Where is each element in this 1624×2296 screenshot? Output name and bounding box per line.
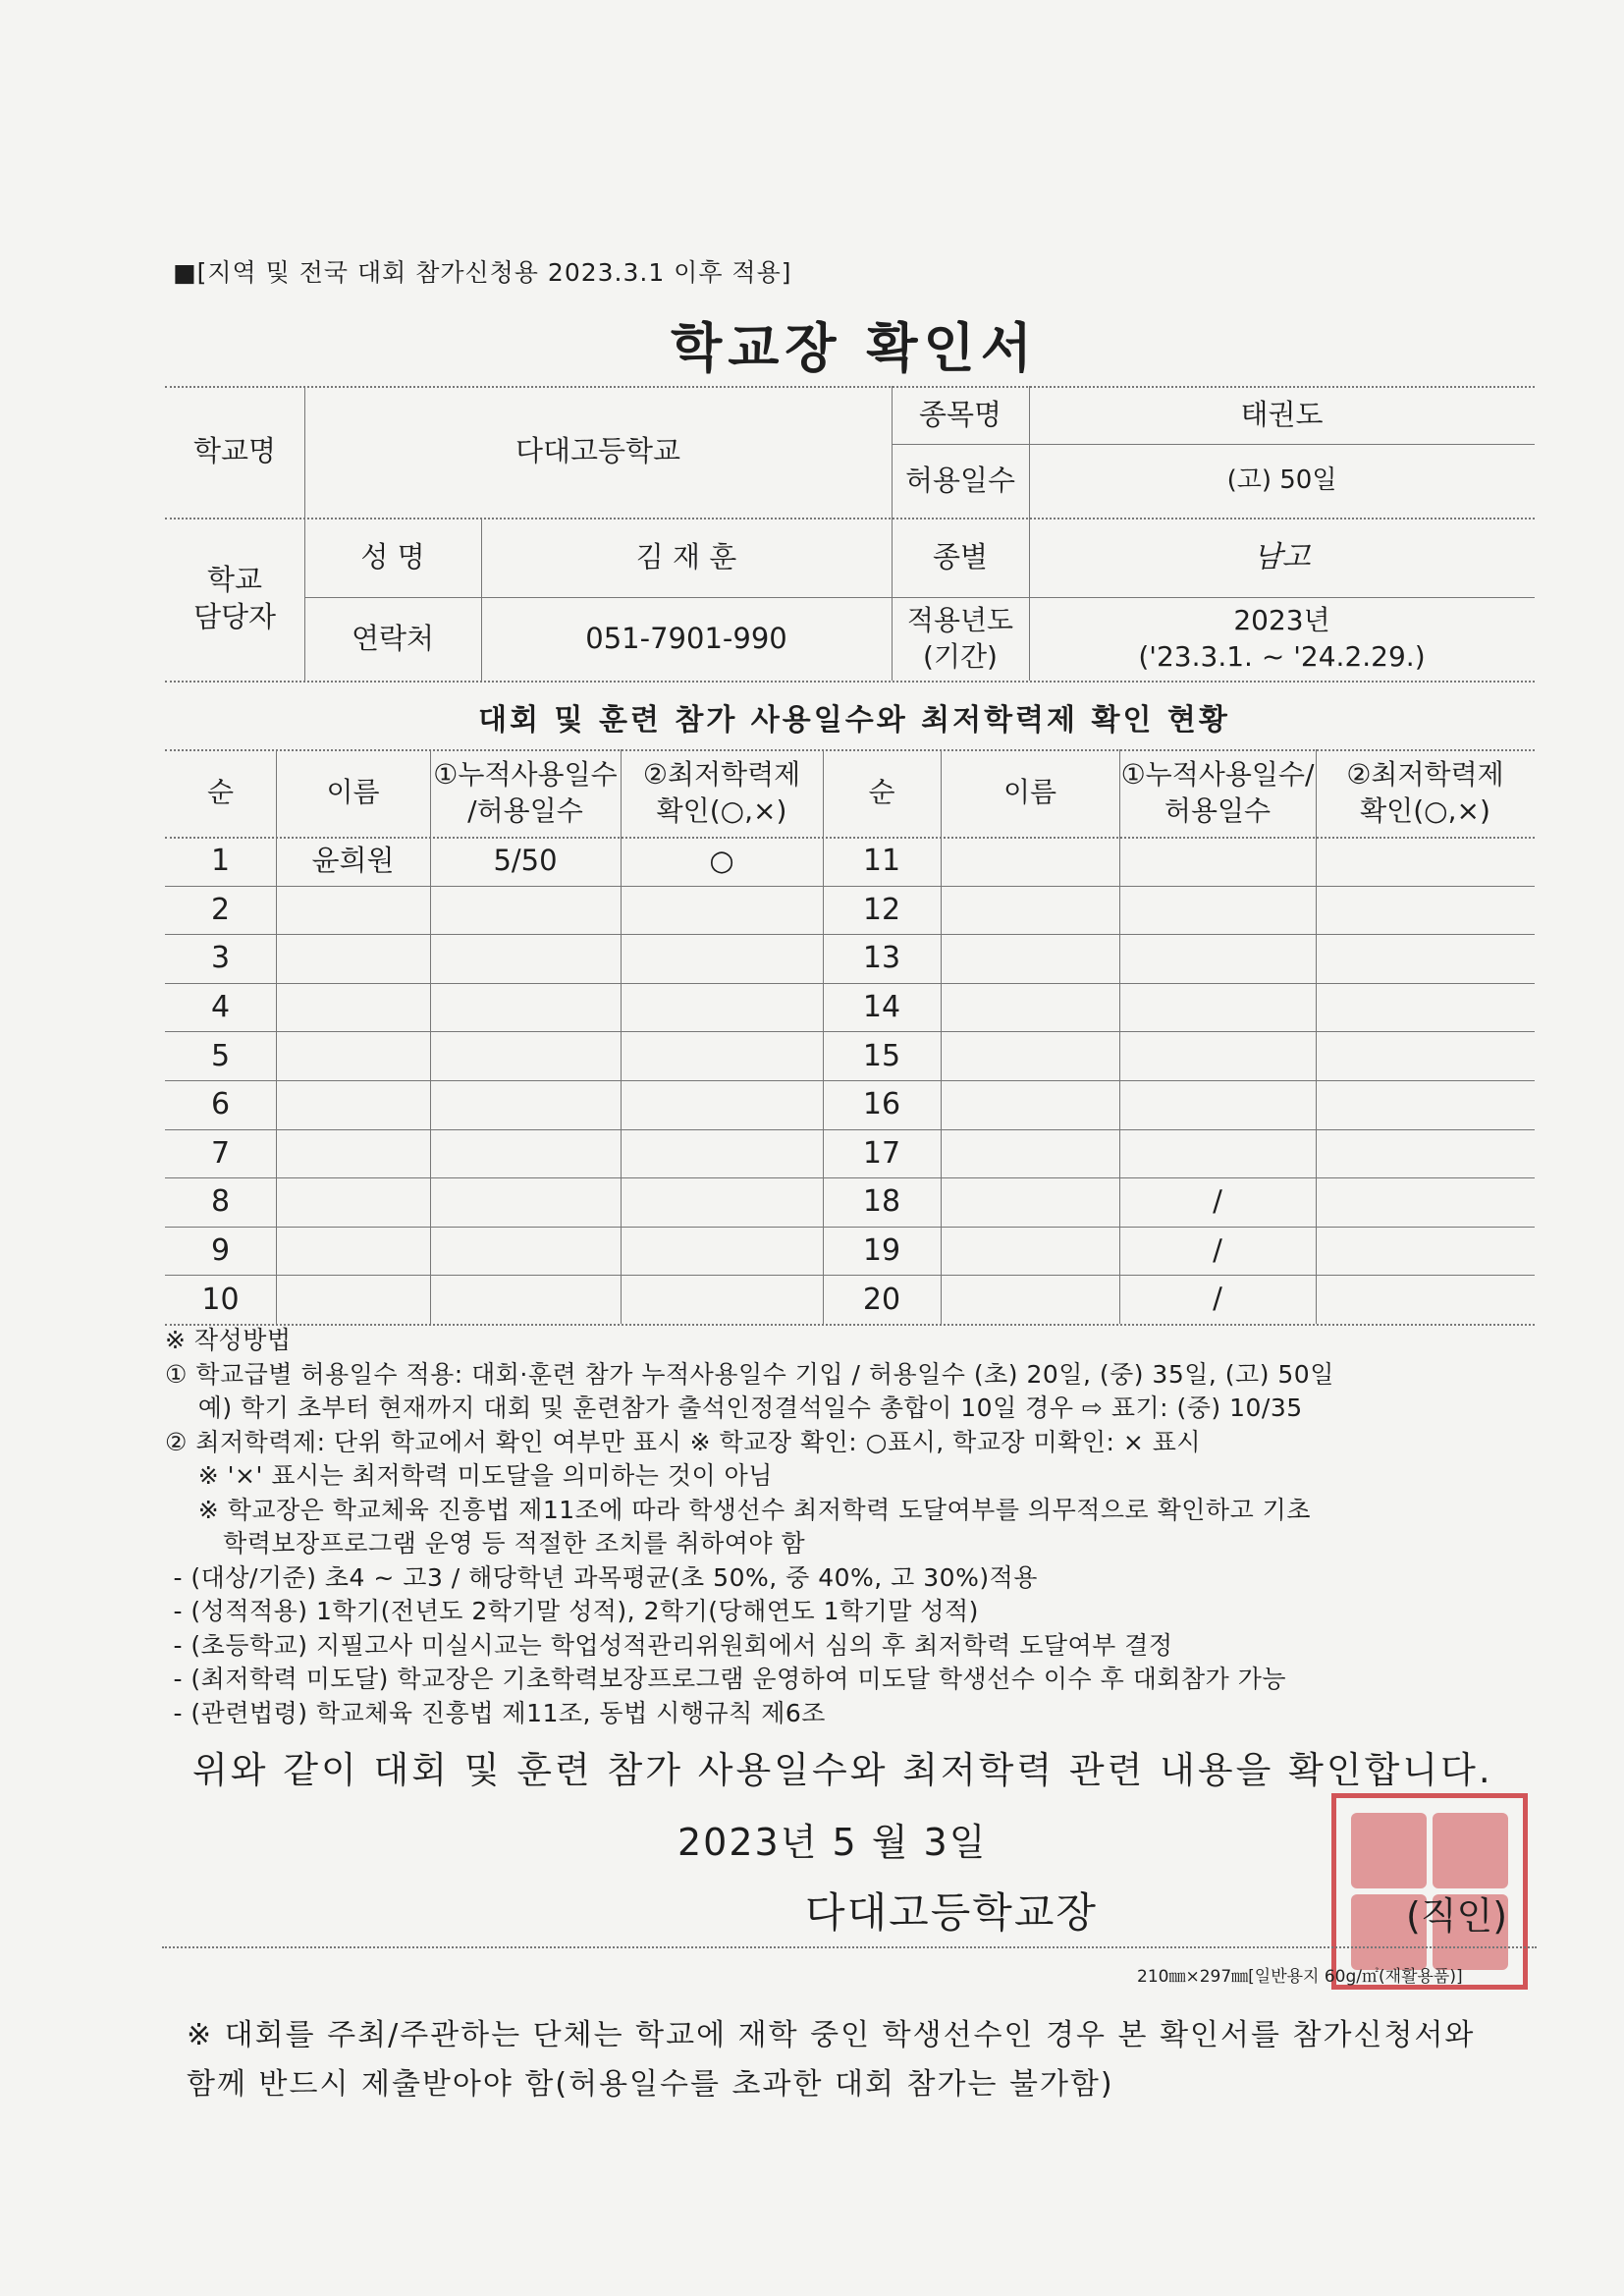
instruction-line: - (성적적용) 1학기(전년도 2학기말 성적), 2학기(당해연도 1학기말 성적): [165, 1597, 979, 1625]
roster-name-cell: [276, 1227, 430, 1276]
roster-num-cell: 9: [210, 1233, 231, 1269]
roster-days-cell: [430, 886, 621, 935]
roster-check-cell: [621, 1031, 823, 1080]
contact-value: 051-7901-990: [585, 621, 787, 655]
roster-num-cell: 11: [862, 844, 901, 879]
seal-label: (직인): [1406, 1894, 1508, 1938]
roster-num-cell: 5: [210, 1038, 231, 1073]
submission-note-line: ※ 대회를 주최/주관하는 단체는 학교에 재학 중인 학생선수인 경우 본 확인서를 참가신청서와: [187, 2018, 1476, 2052]
roster-check-cell: ○: [709, 843, 734, 877]
header-check-2: ②최저학력제 확인(○,×): [1346, 758, 1504, 827]
header-days-2: ①누적사용일수/ 허용일수: [1120, 758, 1315, 827]
roster-days-cell: [1119, 1129, 1316, 1178]
roster-num-cell: 7: [210, 1135, 231, 1171]
roster-name-cell: [276, 934, 430, 983]
roster-days-cell: [1119, 837, 1316, 886]
instruction-line: ※ '×' 표시는 최저학력 미도달을 의미하는 것이 아님: [165, 1461, 773, 1490]
roster-num-cell: 14: [862, 990, 901, 1025]
school-name-label: 학교명: [192, 434, 277, 468]
roster-name-cell: [276, 1275, 430, 1324]
roster-days-cell: [1119, 1031, 1316, 1080]
form-usage-note: ■[지역 및 전국 대회 참가신청용 2023.3.1 이후 적용]: [173, 258, 792, 287]
paper-spec: 210㎜×297㎜[일반용지 60g/㎡(재활용품)]: [1137, 1967, 1463, 1987]
roster-days-cell: [1119, 1080, 1316, 1129]
roster-check-cell: [621, 886, 823, 935]
roster-num-cell: 12: [862, 892, 901, 927]
submission-note-line: 함께 반드시 제출받아야 함(허용일수를 초과한 대회 참가는 불가함): [187, 2067, 1114, 2102]
roster-name-cell: 윤희원: [311, 843, 395, 877]
roster-name-cell: [276, 1080, 430, 1129]
roster-num-cell: 15: [862, 1038, 901, 1073]
roster-days-cell: [430, 1227, 621, 1276]
roster-name-cell: [276, 1031, 430, 1080]
roster-num-cell: 10: [201, 1282, 240, 1317]
roster-check-cell: [1316, 1275, 1535, 1324]
roster-check-cell: [1316, 1227, 1535, 1276]
roster-num-cell: 16: [862, 1087, 901, 1122]
manager-name-label: 성 명: [360, 539, 425, 574]
school-manager-label: 학교 담당자: [192, 563, 277, 633]
roster-name-cell: [941, 1031, 1119, 1080]
roster-num-cell: 13: [862, 941, 901, 976]
sport-value: 태권도: [1240, 397, 1324, 431]
roster-name-cell: [941, 1129, 1119, 1178]
roster-check-cell: [1316, 934, 1535, 983]
roster-num-cell: 20: [862, 1282, 901, 1317]
allowed-days-value: (고) 50일: [1226, 465, 1337, 495]
roster-name-cell: [941, 886, 1119, 935]
roster-check-cell: [1316, 1129, 1535, 1178]
roster-days-cell: [1119, 886, 1316, 935]
roster-days-cell: [430, 1031, 621, 1080]
roster-days-cell: [430, 934, 621, 983]
roster-check-cell: [621, 934, 823, 983]
instruction-line: 예) 학기 초부터 현재까지 대회 및 훈련참가 출석인정결석일수 총합이 10일 경우 ⇨ 표기: (중) 10/35: [165, 1394, 1303, 1422]
roster-num-cell: 8: [210, 1184, 231, 1220]
roster-days-cell: [430, 1275, 621, 1324]
header-days: ①누적사용일수 /허용일수: [433, 758, 618, 827]
roster-days-cell: /: [1213, 1232, 1222, 1267]
roster-days-cell: [430, 1129, 621, 1178]
roster-section-title: 대회 및 훈련 참가 사용일수와 최저학력제 확인 현황: [478, 703, 1230, 738]
category-value: 남고: [1253, 540, 1311, 574]
roster-check-cell: [621, 1275, 823, 1324]
roster-name-cell: [276, 983, 430, 1032]
apply-year-label: 적용년도 (기간): [906, 604, 1014, 673]
roster-days-cell: [1119, 934, 1316, 983]
roster-days-cell: /: [1213, 1184, 1222, 1219]
roster-num-cell: 19: [862, 1233, 901, 1269]
allowed-days-label: 허용일수: [904, 463, 1016, 497]
roster-check-cell: [1316, 983, 1535, 1032]
roster-name-cell: [941, 837, 1119, 886]
header-num: 순: [206, 776, 235, 809]
submission-note: [187, 2011, 1475, 2109]
roster-name-cell: [276, 1177, 430, 1227]
roster-num-cell: 1: [210, 844, 231, 879]
instruction-line: ① 학교급별 허용일수 적용: 대회·훈련 참가 누적사용일수 기입 / 허용일수 (초) 20일, (중) 35일, (고) 50일: [165, 1359, 1334, 1389]
roster-num-cell: 4: [210, 990, 231, 1025]
roster-check-cell: [1316, 1177, 1535, 1227]
school-name-value: 다대고등학교: [514, 434, 681, 468]
instruction-line: ※ 작성방법: [165, 1326, 292, 1354]
roster-name-cell: [941, 983, 1119, 1032]
roster-name-cell: [941, 1227, 1119, 1276]
header-name-2: 이름: [1002, 776, 1057, 809]
roster-num-cell: 2: [210, 892, 231, 927]
roster-check-cell: [1316, 1031, 1535, 1080]
roster-name-cell: [276, 886, 430, 935]
roster-num-cell: 17: [862, 1135, 901, 1171]
roster-check-cell: [621, 1129, 823, 1178]
roster-days-cell: [1119, 983, 1316, 1032]
roster-name-cell: [276, 1129, 430, 1178]
roster-num-cell: 3: [210, 941, 231, 976]
instruction-line: 학력보장프로그램 운영 등 적절한 조치를 취하여야 함: [165, 1529, 806, 1558]
roster-name-cell: [941, 1275, 1119, 1324]
instruction-line: - (관련법령) 학교체육 진흥법 제11조, 동법 시행규칙 제6조: [165, 1698, 826, 1727]
roster-days-cell: [430, 1080, 621, 1129]
apply-year-value: 2023년 ('23.3.1. ~ '24.2.29.): [1138, 604, 1426, 673]
document-title: 학교장 확인서: [671, 317, 1038, 379]
roster-num-cell: 6: [210, 1087, 231, 1122]
roster-check-cell: [1316, 1080, 1535, 1129]
header-check: ②최저학력제 확인(○,×): [642, 758, 801, 827]
instruction-line: ※ 학교장은 학교체육 진흥법 제11조에 따라 학생선수 최저학력 도달여부를 의무적으로 확인하고 기초: [165, 1495, 1311, 1524]
instruction-line: - (최저학력 미도달) 학교장은 기초학력보장프로그램 운영하여 미도달 학생선수 이수 후 대회참가 가능: [165, 1665, 1287, 1693]
roster-name-cell: [941, 1080, 1119, 1129]
roster-num-cell: 18: [862, 1184, 901, 1220]
roster-name-cell: [941, 1177, 1119, 1227]
instruction-line: ② 최저학력제: 단위 학교에서 확인 여부만 표시 ※ 학교장 확인: ○표시, 학교장 미확인: × 표시: [165, 1427, 1202, 1456]
header-num-2: 순: [868, 776, 895, 809]
roster-days-cell: 5/50: [493, 843, 558, 877]
roster-days-cell: /: [1213, 1282, 1222, 1316]
header-name: 이름: [326, 776, 380, 809]
roster-check-cell: [621, 983, 823, 1032]
roster-check-cell: [1316, 886, 1535, 935]
roster-check-cell: [621, 1227, 823, 1276]
manager-name-value: 김 재 훈: [635, 539, 737, 574]
issue-date: 2023년 5 월 3일: [677, 1821, 988, 1864]
roster-check-cell: [621, 1080, 823, 1129]
principal-title: 다대고등학교장: [805, 1888, 1099, 1937]
roster-check-cell: [621, 1177, 823, 1227]
contact-label: 연락처: [351, 621, 435, 655]
roster-days-cell: [430, 983, 621, 1032]
instruction-line: - (대상/기준) 초4 ~ 고3 / 해당학년 과목평균(초 50%, 중 40%, 고 30%)적용: [165, 1562, 1038, 1592]
sport-label: 종목명: [918, 397, 1002, 431]
roster-name-cell: [941, 934, 1119, 983]
roster-check-cell: [1316, 837, 1535, 886]
roster-days-cell: [430, 1177, 621, 1227]
instruction-line: - (초등학교) 지필고사 미실시교는 학업성적관리위원회에서 심의 후 최저학력 도달여부 결정: [165, 1630, 1173, 1660]
category-label: 종별: [932, 539, 989, 574]
writing-instructions: [165, 1324, 1334, 1730]
confirmation-statement: 위와 같이 대회 및 훈련 참가 사용일수와 최저학력 관련 내용을 확인합니다.: [192, 1749, 1493, 1791]
